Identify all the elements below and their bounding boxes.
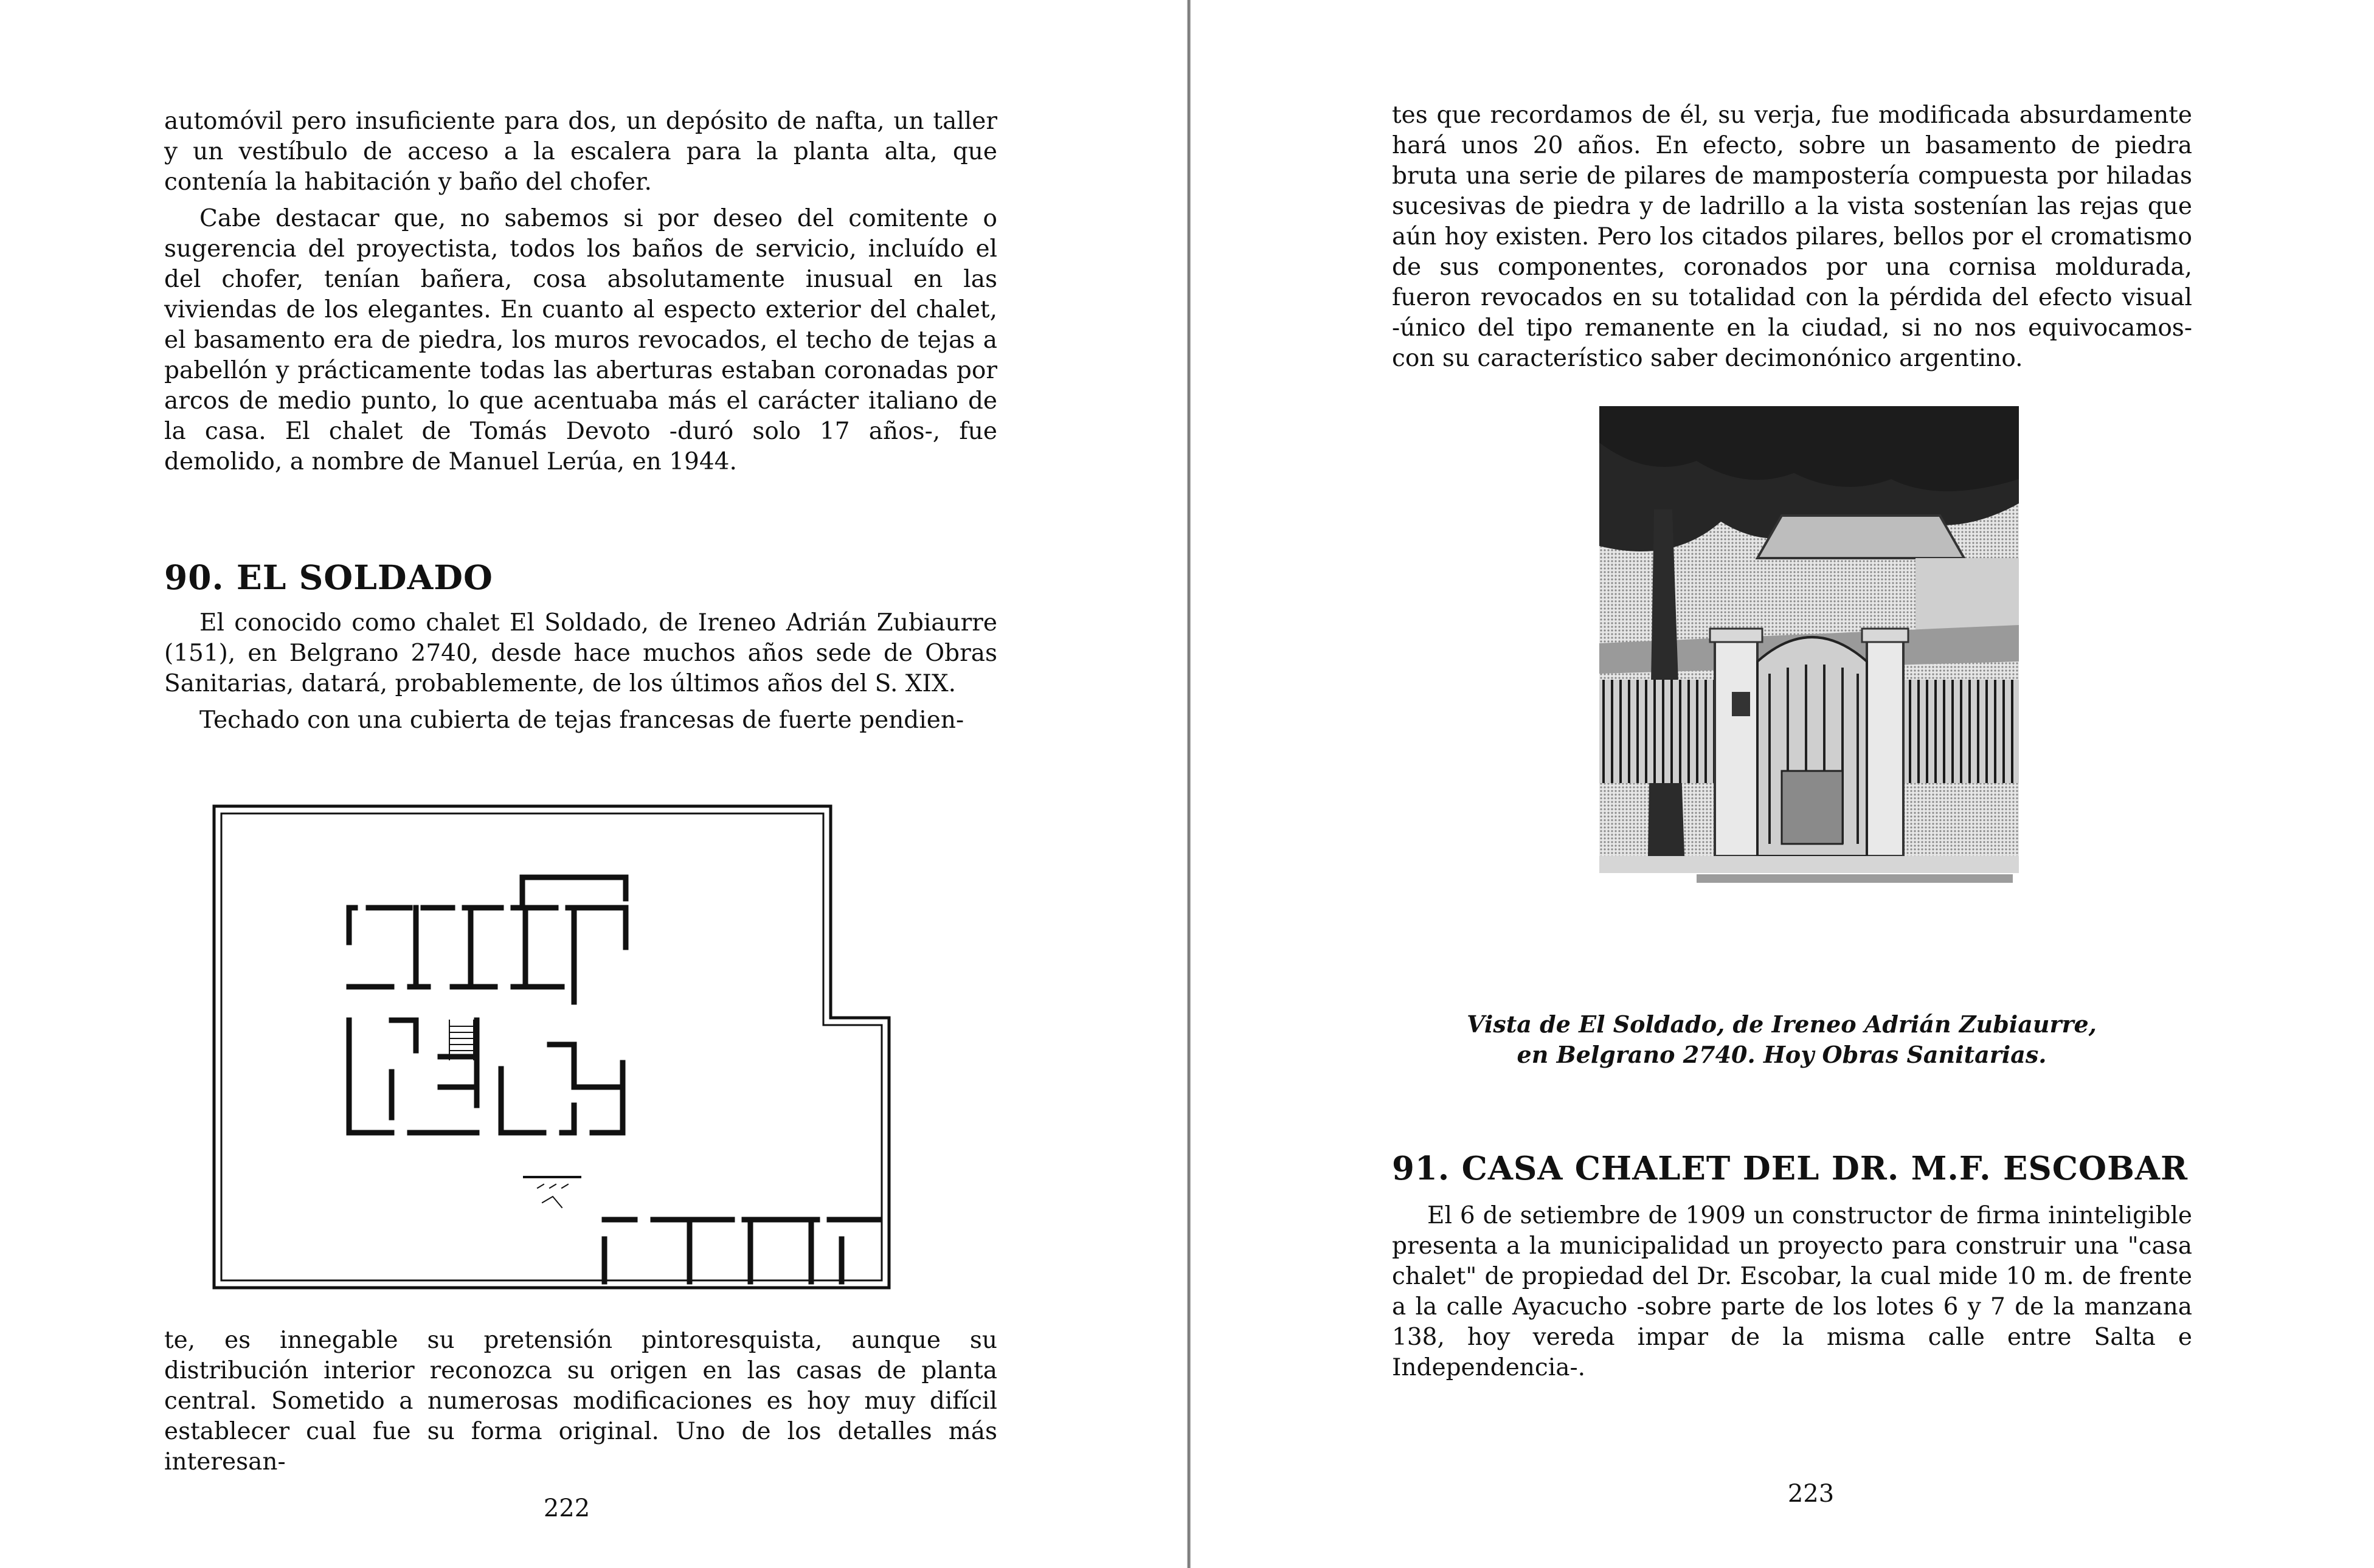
right-bottom-text xyxy=(1392,1201,2192,1389)
paragraph: Cabe destacar que, no sabemos si por deseo del comitente o sugerencia del proyectista, todos los baños de servicio, incluído el del chofer, tenían bañera, cosa absolutamente inusual en las viviendas de los elegantes. En cuanto al especto exterior del chalet, el basamento era de piedra, los muros revocados, el techo de tejas a pabellón y prácticamente todas las aberturas estaban coronadas por arcos de medio punto, lo que acentuaba más el carácter italiano de la casa. El chalet de Tomás Devoto -duró solo 17 años-, fue demolido, a nombre de Manuel Lerúa, en 1944. xyxy=(164,205,997,475)
left-bottom-text xyxy=(164,1325,997,1483)
page-number-left: 222 xyxy=(543,1494,590,1522)
section-heading-90: 90. EL SOLDADO xyxy=(164,558,493,597)
right-top-text xyxy=(1392,100,2192,380)
section-heading-91: 91. CASA CHALET DEL DR. M.F. ESCOBAR xyxy=(1392,1150,2189,1187)
caption-line-2: en Belgrano 2740. Hoy Obras Sanitarias. xyxy=(1517,1041,2047,1068)
paragraph: te, es innegable su pretensión pintoresquista, aunque su distribución interior reconozca su origen en las casas de planta central. Sometido a numerosas modificaciones es hoy muy difícil establecer cual fue su forma original. Uno de los detalles más interesan- xyxy=(164,1327,997,1476)
left-mid-text xyxy=(164,608,997,742)
paragraph: El 6 de setiembre de 1909 un constructor de firma ininteligible presenta a la municipalidad un proyecto para construir una "casa chalet" de propiedad del Dr. Escobar, la cual mide 10 m. de frente a la calle Ayacucho -sobre parte de los lotes 6 y 7 de la manzana 138, hoy vereda impar de la misma calle entre Salta e Independencia-. xyxy=(1392,1202,2192,1381)
photo-caption xyxy=(1417,1009,2147,1070)
photograph-el-soldado xyxy=(1599,406,2019,893)
paragraph: automóvil pero insuficiente para dos, un depósito de nafta, un taller y un vestíbulo de acceso a la escalera para la planta alta, que contenía la habitación y baño del chofer. xyxy=(164,108,997,196)
paragraph: tes que recordamos de él, su verja, fue modificada absurdamente hará unos 20 años. En efecto, sobre un basamento de piedra bruta una serie de pilares de mampostería compuesta por hiladas sucesivas de piedra y de ladrillo a la vista sostenían las rejas que aún hoy existen. Pero los citados pilares, bellos por el cromatismo de sus componentes, coronados por una cornisa moldurada, fueron revocados en su totalidad con la pérdida del efecto visual -único del tipo remanente en la ciudad, si no nos equivocamos- con su característico saber decimonónico argentino. xyxy=(1392,102,2192,372)
floor-plan-drawing xyxy=(209,801,900,1300)
page-number-right: 223 xyxy=(1787,1480,1835,1508)
caption-line-1: Vista de El Soldado, de Ireneo Adrián Zubiaurre, xyxy=(1467,1010,2097,1038)
paragraph: Techado con una cubierta de tejas francesas de fuerte pendien- xyxy=(199,706,964,734)
paragraph: El conocido como chalet El Soldado, de Ireneo Adrián Zubiaurre (151), en Belgrano 2740, desde hace muchos años sede de Obras Sanitarias, datará, probablemente, de los últimos años del S. XIX. xyxy=(164,609,997,697)
left-top-text xyxy=(164,106,997,483)
